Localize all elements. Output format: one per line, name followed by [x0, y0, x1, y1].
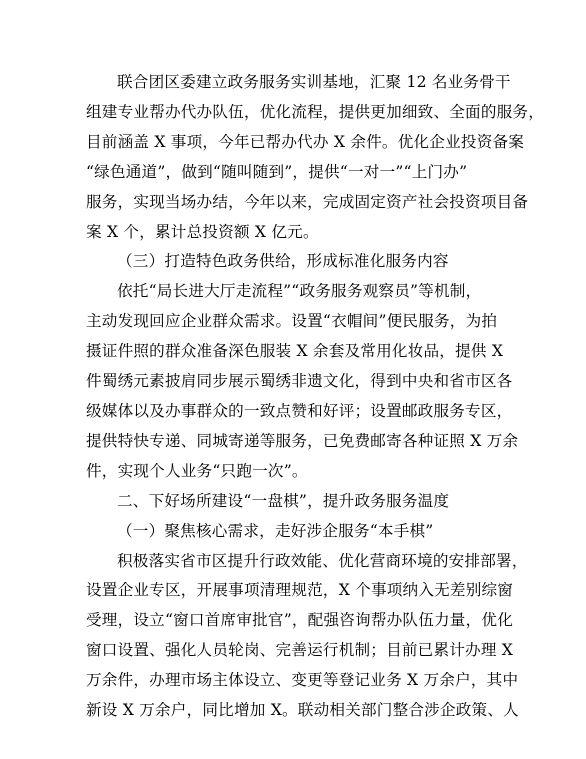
- paragraph-line: 服务，实现当场办结，今年以来，完成固定资产社会投资项目备: [86, 192, 529, 211]
- section-heading: （三）打造特色政务供给，形成标准化服务内容: [117, 252, 449, 271]
- paragraph-line: 受理，设立“窗口首席审批官”，配强咨询帮办队伍力量，优化: [86, 611, 513, 630]
- paragraph-line: 窗口设置、强化人员轮岗、完善运行机制；目前已累计办理 X: [86, 641, 514, 660]
- paragraph-line: 级媒体以及办事群众的一致点赞和好评；设置邮政服务专区，: [86, 402, 513, 420]
- section-heading: （一）聚焦核心需求，走好涉企服务“本手棋”: [117, 521, 434, 540]
- paragraph-line: “绿色通道”，做到“随叫随到”，提供“一对一”“上门办”: [86, 162, 468, 181]
- paragraph-line: 依托“局长进大厅走流程”“政务服务观察员”等机制，: [117, 282, 482, 301]
- paragraph-line: 提供特快专递、同城寄递等服务，已免费邮寄各种证照 X 万余: [86, 431, 519, 450]
- paragraph-line: 组建专业帮办代办队伍，优化流程，提供更加细致、全面的服务，: [86, 102, 545, 121]
- paragraph-line: 案 X 个，累计总投资额 X 亿元。: [86, 222, 319, 241]
- paragraph-line: 积极落实省市区提升行政效能、优化营商环境的安排部署，: [117, 551, 528, 570]
- paragraph-line: 件蜀绣元素披肩同步展示蜀绣非遗文化，得到中央和省市区各: [86, 372, 513, 390]
- paragraph-line: 联合团区委建立政务服务实训基地，汇聚 12 名业务骨干: [117, 73, 511, 91]
- paragraph-line: 摄证件照的群众准备深色服装 X 余套及常用化妆品，提供 X: [86, 342, 504, 361]
- paragraph-line: 设置企业专区，开展事项清理规范，X 个事项纳入无差别综窗: [86, 581, 514, 600]
- paragraph-line: 主动发现回应企业群众需求。设置“衣帽间”便民服务，为拍: [86, 312, 498, 331]
- paragraph-line: 件，实现个人业务“只跑一次”。: [86, 461, 308, 480]
- paragraph-line: 万余件，办理市场主体设立、变更等登记业务 X 万余户，其中: [86, 671, 519, 690]
- paragraph-line: 新设 X 万余户，同比增加 X。联动相关部门整合涉企政策、人: [86, 701, 519, 719]
- section-heading: 二、下好场所建设“一盘棋”，提升政务服务温度: [117, 491, 450, 510]
- paragraph-line: 目前涵盖 X 事项，今年已帮办代办 X 余件。优化企业投资备案: [86, 132, 525, 151]
